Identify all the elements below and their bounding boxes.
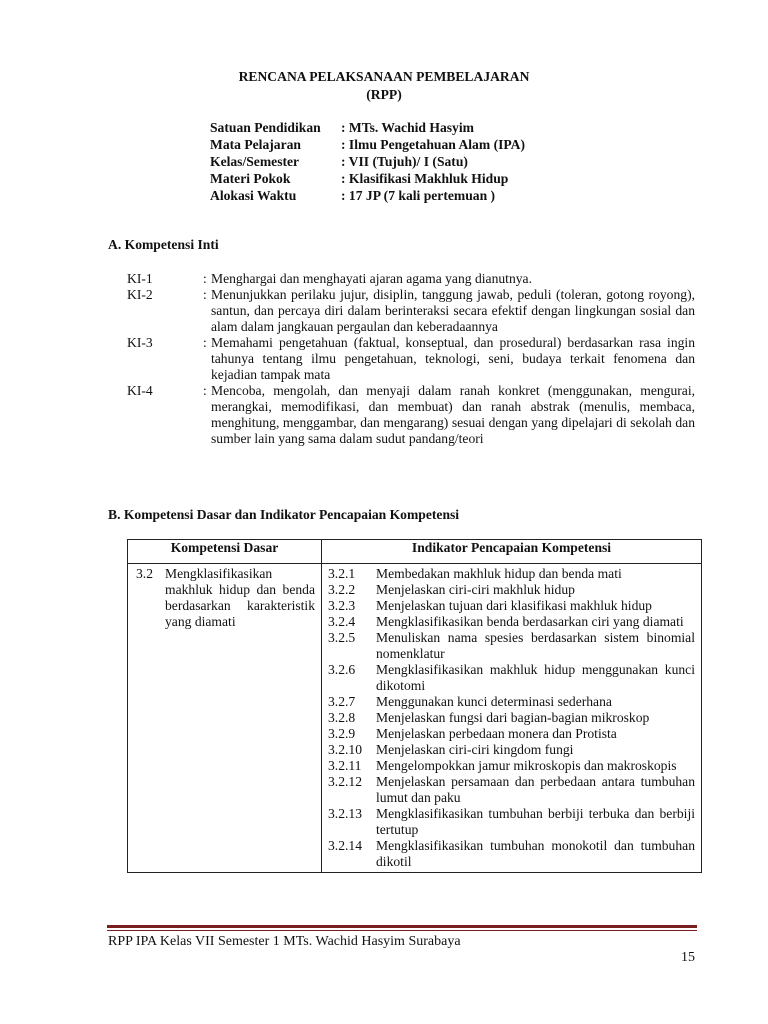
ki-text: Mencoba, mengolah, dan menyaji dalam ranah konkret (menggunakan, mengurai, merangkai, memodifikasi, dan membuat) dan ranah abstrak (menulis, membaca, menghitung, menggambar, dan mengarang) sesuai dengan yang dipelajari di sekolah dan sumber lain yang sama dalam sudut pandang/teori [211,383,695,446]
footer-text: RPP IPA Kelas VII Semester 1 MTs. Wachid Hasyim Surabaya [108,934,461,949]
ki-item [127,271,695,287]
ki-colon: : [203,335,207,350]
indicator-number: 3.2.13 [328,806,362,821]
ki-code: KI-2 [127,287,153,302]
table-header-row [128,540,702,564]
indicator-text: Membedakan makhluk hidup dan benda mati [376,566,622,581]
indicator-item [328,758,695,774]
info-label: Satuan Pendidikan [210,120,321,135]
ki-code: KI-4 [127,383,153,398]
indicator-number: 3.2.12 [328,774,362,789]
indicator-text: Menjelaskan ciri-ciri makhluk hidup [376,582,575,597]
indicator-text: Menjelaskan fungsi dari bagian-bagian mikroskop [376,710,650,725]
ki-colon: : [203,271,207,286]
indicator-number: 3.2.1 [328,566,356,581]
indicator-item [328,806,695,838]
info-row [210,153,525,170]
indicator-item [328,582,695,598]
ki-code: KI-3 [127,335,153,350]
ki-item [127,335,695,383]
table-row [128,564,702,873]
indicator-number: 3.2.14 [328,838,362,853]
info-row [210,119,525,136]
indicator-item [328,710,695,726]
indicator-item [328,598,695,614]
ki-code: KI-1 [127,271,153,286]
indicator-cell [322,564,702,873]
info-label: Mata Pelajaran [210,137,301,152]
indicator-text: Mengklasifikasikan benda berdasarkan ciri yang diamati [376,614,684,629]
indicator-item [328,630,695,662]
indicator-item [328,662,695,694]
indicator-item [328,726,695,742]
indicator-text: Menjelaskan ciri-ciri kingdom fungi [376,742,574,757]
ki-text: Menunjukkan perilaku jujur, disiplin, tanggung jawab, peduli (toleran, gotong royong), santun, dan percaya diri dalam berinteraksi secara efektif dengan lingkungan sosial dan alam dalam jangkauan pergaulan dan keberadaannya [211,287,695,334]
info-value: : 17 JP (7 kali pertemuan ) [341,188,496,203]
document-title: RENCANA PELAKSANAAN PEMBELAJARAN [238,69,530,84]
indicator-text: Menjelaskan perbedaan monera dan Protista [376,726,617,741]
ki-text: Menghargai dan menghayati ajaran agama yang dianutnya. [211,271,532,286]
indicator-number: 3.2.10 [328,742,362,757]
footer-divider-thin [107,930,697,931]
page-number: 15 [681,950,695,965]
info-value: : Ilmu Pengetahuan Alam (IPA) [341,137,526,152]
indicator-text: Menjelaskan tujuan dari klasifikasi makhluk hidup [376,598,652,613]
indicator-text: Mengklasifikasikan tumbuhan monokotil dan tumbuhan dikotil [376,838,695,869]
indicator-text: Menjelaskan persamaan dan perbedaan antara tumbuhan lumut dan paku [376,774,695,805]
footer-divider-thick [107,925,697,928]
indicator-number: 3.2.3 [328,598,356,613]
info-block [210,119,525,204]
ki-colon: : [203,383,207,398]
indicator-number: 3.2.11 [328,758,362,773]
info-label: Alokasi Waktu [210,188,297,203]
section-a-heading: A. Kompetensi Inti [108,237,219,252]
indicator-item [328,694,695,710]
indicator-number: 3.2.9 [328,726,356,741]
info-row [210,170,525,187]
indicator-item [328,742,695,758]
ki-list [127,271,695,447]
indicator-item [328,774,695,806]
competency-table [127,539,702,873]
indicator-text: Menuliskan nama spesies berdasarkan sistem binomial nomenklatur [376,630,695,661]
indicator-list [322,564,701,872]
info-value: : MTs. Wachid Hasyim [341,120,474,135]
indicator-text: Menggunakan kunci determinasi sederhana [376,694,612,709]
ki-item [127,287,695,335]
document-subtitle: (RPP) [366,87,402,102]
indicator-text: Mengklasifikasikan tumbuhan berbiji terbuka dan berbiji tertutup [376,806,695,837]
kd-text: Mengklasifikasikan makhluk hidup dan benda berdasarkan karakteristik yang diamati [165,566,315,629]
indicator-number: 3.2.2 [328,582,356,597]
section-b-heading: B. Kompetensi Dasar dan Indikator Pencapaian Kompetensi [108,507,460,522]
info-row [210,136,525,153]
indicator-number: 3.2.8 [328,710,356,725]
indicator-number: 3.2.5 [328,630,356,645]
indicator-item [328,614,695,630]
indicator-text: Mengelompokkan jamur mikroskopis dan makroskopis [376,758,677,773]
kd-cell [128,564,322,873]
indicator-text: Mengklasifikasikan makhluk hidup menggunakan kunci dikotomi [376,662,695,693]
indicator-item [328,566,695,582]
info-value: : VII (Tujuh)/ I (Satu) [341,154,468,169]
info-label: Materi Pokok [210,171,291,186]
ki-text: Memahami pengetahuan (faktual, konseptual, dan prosedural) berdasarkan rasa ingin tahunya tentang ilmu pengetahuan, teknologi, seni, budaya terkait fenomena dan kejadian tampak mata [211,335,695,382]
indicator-number: 3.2.4 [328,614,356,629]
info-label: Kelas/Semester [210,154,300,169]
column-header-indikator: Indikator Pencapaian Kompetensi [322,540,702,564]
kd-number: 3.2 [136,566,153,581]
ki-item [127,383,695,447]
info-value: : Klasifikasi Makhluk Hidup [341,171,509,186]
indicator-number: 3.2.6 [328,662,356,677]
indicator-item [328,838,695,870]
column-header-kompetensi-dasar: Kompetensi Dasar [128,540,322,564]
info-row [210,187,525,204]
ki-colon: : [203,287,207,302]
indicator-number: 3.2.7 [328,694,356,709]
